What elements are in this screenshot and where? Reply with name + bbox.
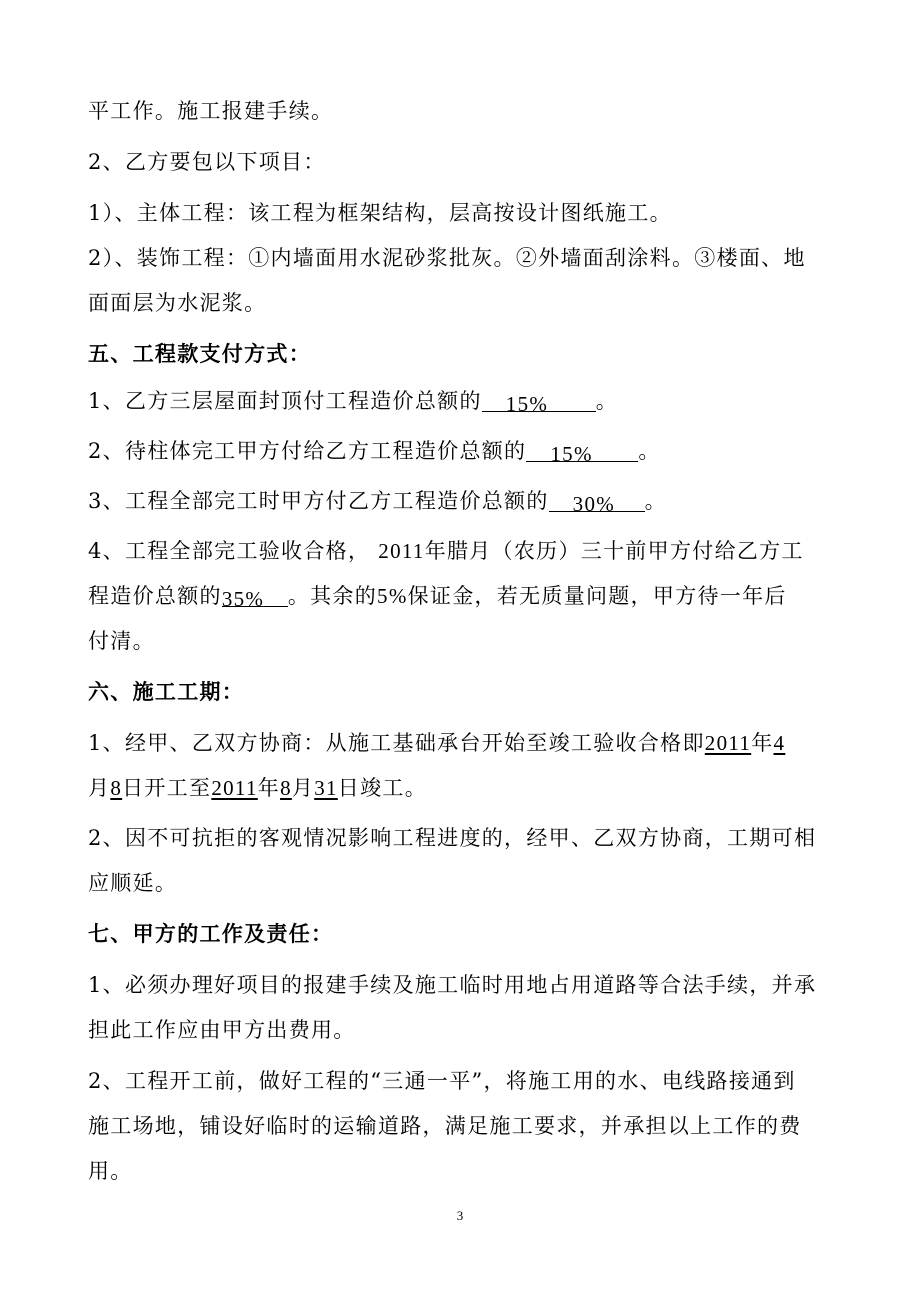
text-line bbox=[88, 148, 838, 176]
text: 保证金，若无质量问题，甲方待一年后 bbox=[407, 584, 787, 608]
text-line bbox=[88, 869, 838, 897]
payment-percent: 15% bbox=[550, 442, 593, 466]
text: 日竣工。 bbox=[337, 776, 427, 800]
text: 2、待柱体完工甲方付给乙方工程造价总额的 bbox=[88, 439, 527, 463]
text: 。其余的 bbox=[287, 584, 378, 608]
section-heading bbox=[88, 920, 838, 948]
fill-in-blank bbox=[549, 490, 645, 516]
text: 六、施工工期： bbox=[88, 679, 245, 704]
text: 月 bbox=[88, 776, 111, 800]
text-line bbox=[88, 289, 838, 317]
text: 1、乙方三层屋面封顶付工程造价总额的 bbox=[88, 389, 482, 413]
text: 2、乙方要包以下项目： bbox=[88, 150, 326, 174]
text: 程造价总额的 bbox=[88, 584, 222, 608]
text: 五、工程款支付方式： bbox=[88, 341, 311, 366]
text: 1）、主体工程：该工程为框架结构，层高按设计图纸施工。 bbox=[88, 201, 672, 225]
payment-percent: 15% bbox=[505, 392, 549, 416]
year: 2011 bbox=[378, 539, 425, 563]
text: 担此工作应由甲方出费用。 bbox=[88, 1018, 356, 1042]
text: 年 bbox=[751, 731, 774, 755]
text-line bbox=[88, 627, 838, 655]
text: 年 bbox=[257, 776, 281, 800]
text: 日开工至 bbox=[122, 776, 212, 800]
text: 。 bbox=[638, 439, 661, 463]
page-number: 3 bbox=[456, 1208, 464, 1223]
text: 。 bbox=[644, 489, 667, 513]
text-line bbox=[88, 729, 838, 757]
text: 七、甲方的工作及责任： bbox=[88, 921, 334, 946]
text-line bbox=[88, 537, 838, 565]
text: 1、必须办理好项目的报建手续及施工临时用地占用道路等合法手续，并承 bbox=[88, 973, 817, 997]
text: 4、工程全部完工验收合格， bbox=[88, 539, 371, 563]
text: 月 bbox=[291, 776, 315, 800]
text-line bbox=[88, 199, 838, 227]
text-line bbox=[88, 1157, 838, 1185]
text: 1、经甲、乙双方协商：从施工基础承台开始至竣工验收合格即 bbox=[88, 731, 705, 755]
text-line bbox=[88, 582, 838, 610]
fill-in-blank bbox=[221, 585, 288, 611]
text-line bbox=[88, 971, 838, 999]
start-month: 4 bbox=[773, 731, 786, 755]
text: 2、工程开工前，做好工程的“三通一平”，将施工用的水、电线路接通到 bbox=[88, 1069, 796, 1093]
text: 用。 bbox=[88, 1159, 133, 1183]
text-line bbox=[88, 1016, 838, 1044]
section-heading bbox=[88, 678, 838, 706]
payment-percent: 35% bbox=[221, 587, 265, 611]
text-line bbox=[88, 774, 838, 802]
start-day: 8 bbox=[110, 776, 123, 800]
text: 。 bbox=[595, 389, 619, 413]
text: 施工场地，铺设好临时的运输道路，满足施工要求，并承担以上工作的费 bbox=[88, 1114, 802, 1138]
fill-in-blank bbox=[526, 440, 638, 466]
payment-percent: 30% bbox=[572, 492, 616, 516]
text: 3、工程全部完工时甲方付乙方工程造价总额的 bbox=[88, 489, 549, 513]
start-year: 2011 bbox=[704, 731, 752, 755]
fill-in-blank bbox=[482, 390, 596, 416]
end-day: 31 bbox=[314, 776, 338, 800]
section-heading bbox=[88, 340, 838, 368]
end-month: 8 bbox=[280, 776, 292, 800]
text-line bbox=[88, 487, 838, 515]
text-line bbox=[88, 1112, 838, 1140]
text-line bbox=[88, 387, 838, 415]
text: 年腊月（农历）三十前甲方付给乙方工 bbox=[424, 539, 804, 563]
text-line bbox=[88, 1067, 838, 1095]
text: 2）、装饰工程：①内墙面用水泥砂浆批灰。②外墙面刮涂料。③楼面、地 bbox=[88, 246, 806, 270]
text: 付清。 bbox=[88, 629, 155, 653]
text: 2、因不可抗拒的客观情况影响工程进度的，经甲、乙双方协商，工期可相 bbox=[88, 826, 817, 850]
text-line bbox=[88, 244, 838, 272]
end-year: 2011 bbox=[211, 776, 258, 800]
text: 面面层为水泥浆。 bbox=[88, 291, 267, 315]
text: 平工作。施工报建手续。 bbox=[88, 99, 334, 123]
text: 应顺延。 bbox=[88, 871, 178, 895]
text-line bbox=[88, 97, 838, 125]
retention-percent: 5% bbox=[377, 584, 408, 608]
text-line bbox=[88, 437, 838, 465]
text-line bbox=[88, 824, 838, 852]
